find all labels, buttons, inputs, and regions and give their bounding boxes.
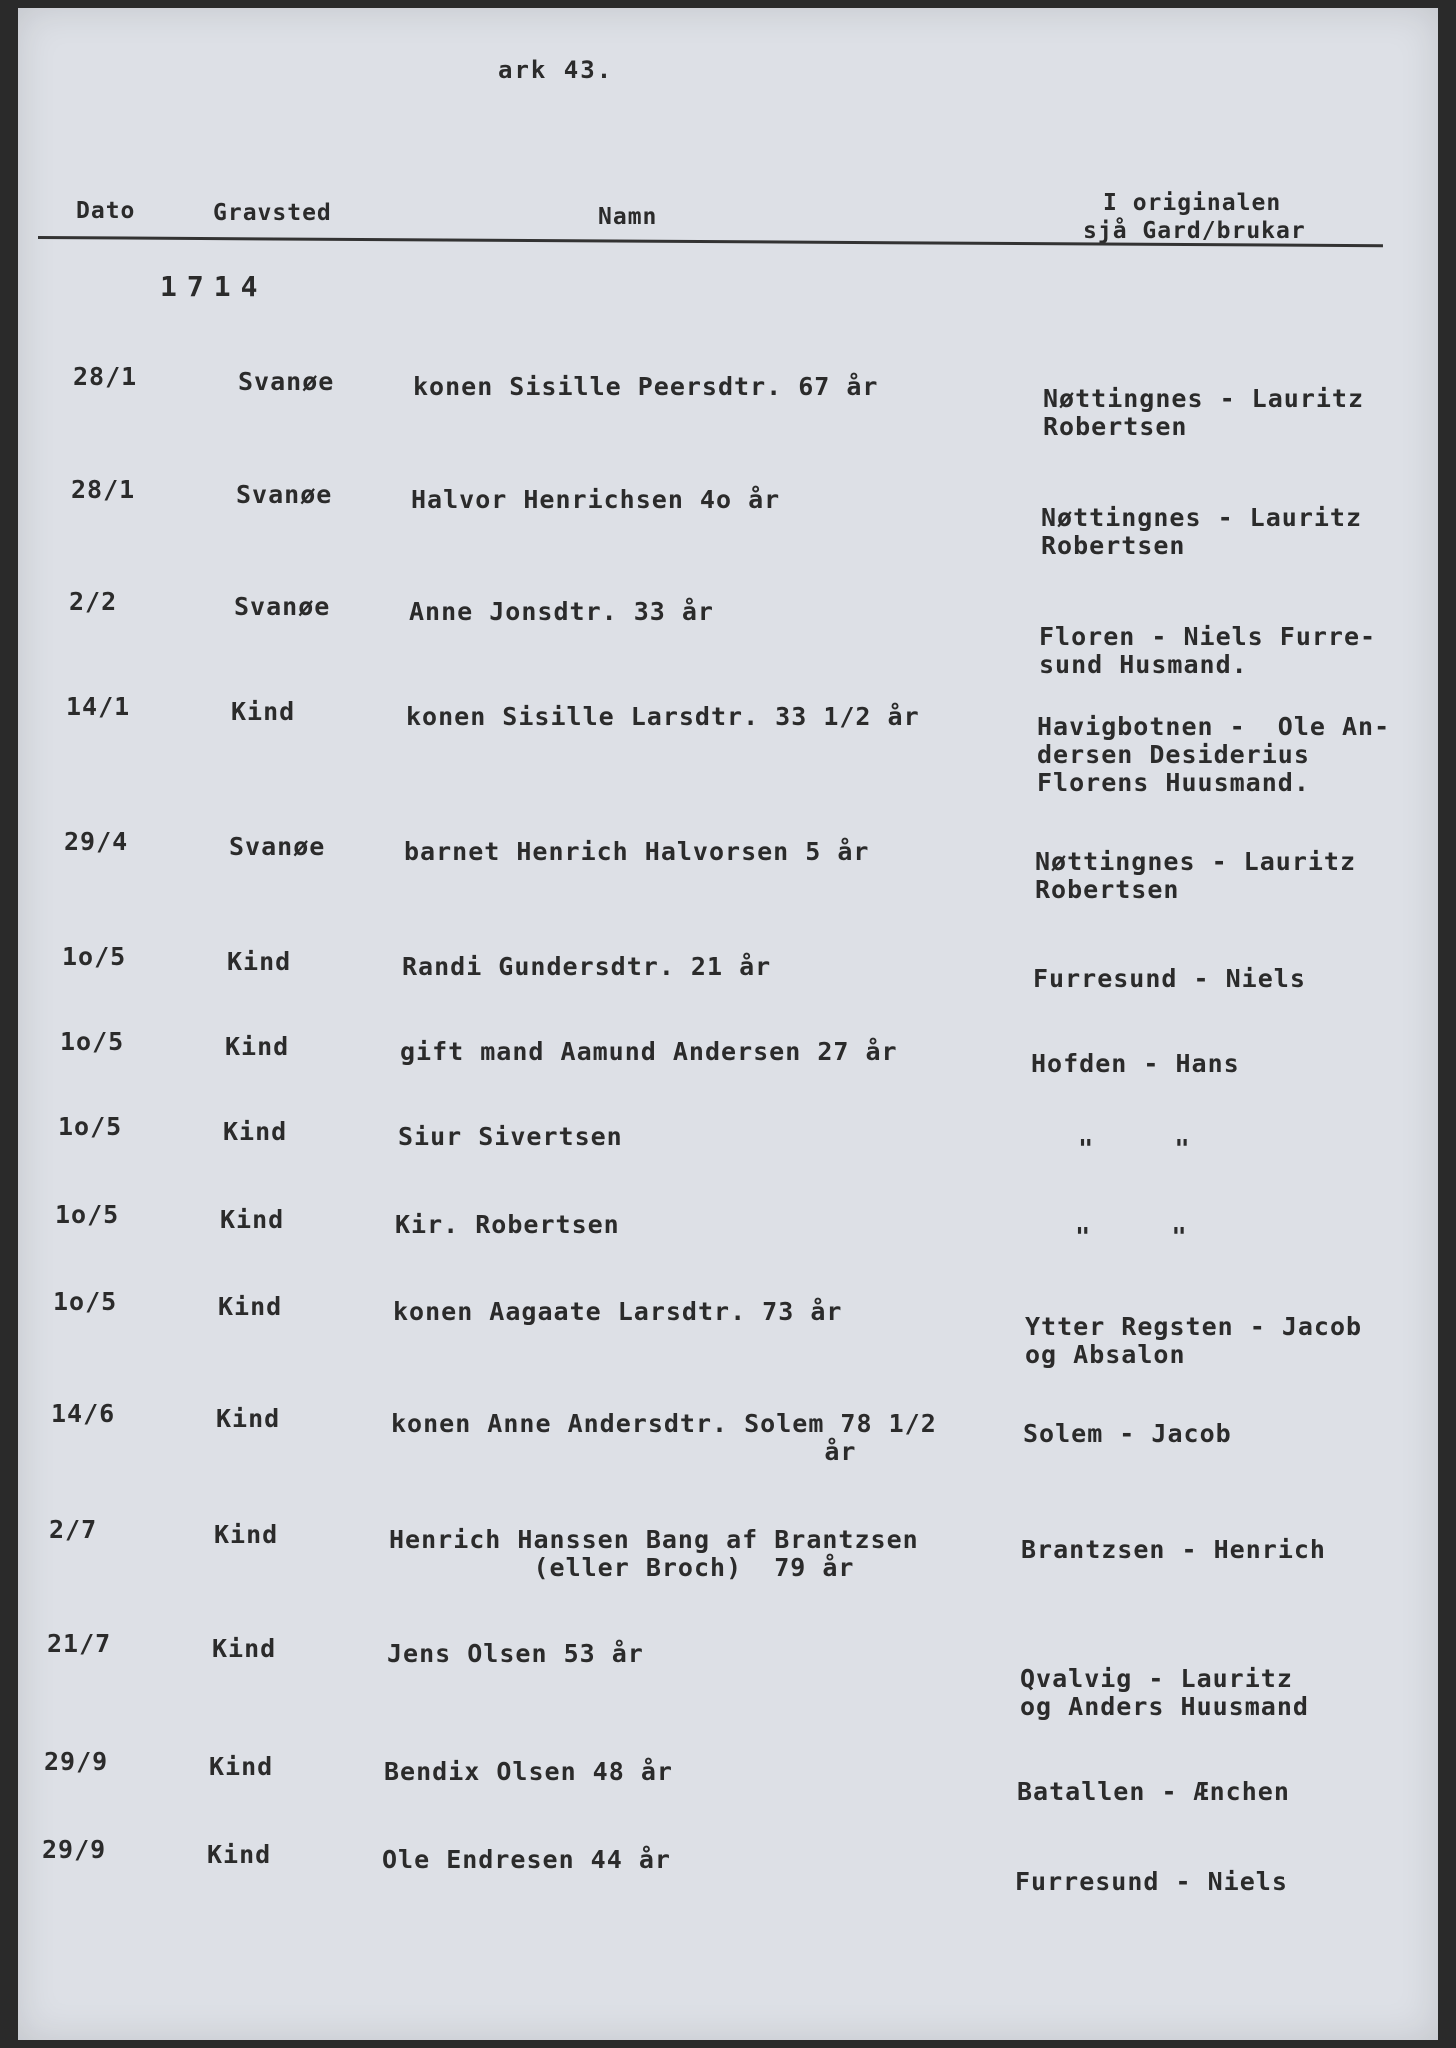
entry-date: 2/7: [49, 1515, 98, 1544]
entry-name: [413, 373, 879, 401]
entry-original: [1033, 965, 1306, 993]
entry-date: 1o/5: [62, 942, 127, 971]
entry-original: [1039, 623, 1376, 679]
entry-name-line2: (eller Broch) 79 år: [389, 1553, 855, 1582]
entry-name: [400, 1038, 898, 1066]
entry-name-line1: konen Anne Andersdtr. Solem 78 1/2: [391, 1409, 937, 1438]
header-name: Namn: [598, 204, 658, 230]
entry-original-line1: " ": [1030, 1134, 1191, 1163]
entry-date: 14/1: [66, 692, 131, 721]
entry-original-line2: Robertsen: [1041, 531, 1186, 560]
year-heading: 1714: [160, 270, 268, 303]
entry-original: [1015, 1868, 1288, 1896]
entry-name: [387, 1640, 644, 1668]
entry-date: 1o/5: [53, 1287, 118, 1316]
entry-grave: Svanøe: [234, 592, 331, 621]
entry-original: [1035, 848, 1356, 904]
entry-original-line2: Robertsen: [1035, 875, 1180, 904]
header-date: Dato: [76, 198, 136, 224]
entry-original: [1023, 1420, 1232, 1448]
entry-original: [1025, 1313, 1362, 1369]
entry-original: [1041, 504, 1362, 560]
entry-grave: Svanøe: [238, 367, 335, 396]
entry-name: [402, 953, 771, 981]
entry-name: [398, 1123, 623, 1151]
entry-original-line1: Brantzsen - Henrich: [1021, 1535, 1326, 1564]
entry-date: 28/1: [71, 475, 136, 504]
entry-original-line1: Qvalvig - Lauritz: [1020, 1664, 1293, 1693]
entry-original-line2: Robertsen: [1043, 412, 1188, 441]
entry-original: [1021, 1536, 1326, 1564]
entry-name-line1: barnet Henrich Halvorsen 5 år: [404, 837, 870, 866]
entry-name-line1: Bendix Olsen 48 år: [384, 1757, 673, 1786]
entry-grave: Kind: [214, 1520, 279, 1549]
entry-original: [1043, 385, 1364, 441]
entry-original: [1037, 713, 1390, 797]
entry-name: [382, 1846, 671, 1874]
entry-name-line1: Jens Olsen 53 år: [387, 1639, 644, 1668]
entry-name-line1: Siur Sivertsen: [398, 1122, 623, 1151]
entry-name: [391, 1410, 937, 1466]
entry-date: 29/9: [42, 1835, 107, 1864]
entry-name: [389, 1526, 919, 1582]
entry-grave: Kind: [225, 1032, 290, 1061]
header-original-line1: I originalen: [1103, 190, 1282, 216]
entry-name-line1: Ole Endresen 44 år: [382, 1845, 671, 1874]
entry-name-line1: Anne Jonsdtr. 33 år: [409, 597, 714, 626]
entry-grave: Kind: [216, 1404, 281, 1433]
header-grave: Gravsted: [213, 200, 332, 226]
entry-grave: Kind: [220, 1205, 285, 1234]
entry-date: 28/1: [73, 362, 138, 391]
entry-name-line1: Kir. Robertsen: [395, 1210, 620, 1239]
entry-name-line1: gift mand Aamund Andersen 27 år: [400, 1037, 898, 1066]
entry-original: [1020, 1665, 1309, 1721]
entry-name: [404, 838, 870, 866]
entry-grave: Kind: [209, 1752, 274, 1781]
entry-original-line1: " ": [1027, 1222, 1188, 1251]
entry-name-line1: konen Aagaate Larsdtr. 73 år: [393, 1297, 843, 1326]
entry-name-line1: konen Sisille Peersdtr. 67 år: [413, 372, 879, 401]
entry-original-line1: Batallen - Ænchen: [1017, 1777, 1290, 1806]
entry-original-line1: Nøttingnes - Lauritz: [1041, 503, 1363, 532]
entry-original-line1: Solem - Jacob: [1023, 1419, 1232, 1448]
entry-grave: Kind: [227, 947, 292, 976]
entry-original: [1027, 1223, 1188, 1251]
entry-grave: Kind: [218, 1292, 283, 1321]
entry-original-line1: Furresund - Niels: [1033, 964, 1306, 993]
entry-name: [406, 703, 920, 731]
entry-original-line1: Havigbotnen - Ole An-: [1037, 712, 1391, 741]
entry-original-line2: dersen Desiderius: [1037, 740, 1310, 769]
entry-original-line1: Hofden - Hans: [1031, 1049, 1240, 1078]
entry-grave: Svanøe: [236, 480, 333, 509]
entry-original-line1: Floren - Niels Furre-: [1039, 622, 1377, 651]
entry-grave: Svanøe: [229, 832, 326, 861]
entry-date: 1o/5: [55, 1200, 120, 1229]
entry-name: [409, 598, 714, 626]
entry-original-line1: Ytter Regsten - Jacob: [1025, 1312, 1363, 1341]
entry-name-line1: Henrich Hanssen Bang af Brantzsen: [389, 1525, 919, 1554]
entry-name: [384, 1758, 673, 1786]
entry-original: [1031, 1050, 1240, 1078]
header-original-line2: sjå Gard/brukar: [1083, 218, 1306, 244]
entry-name-line1: Randi Gundersdtr. 21 år: [402, 952, 772, 981]
entry-original-line2: og Absalon: [1025, 1340, 1186, 1369]
entry-date: 1o/5: [58, 1112, 123, 1141]
entry-name-line1: Halvor Henrichsen 4o år: [411, 485, 781, 514]
entry-grave: Kind: [223, 1117, 288, 1146]
document-page: [18, 8, 1438, 2040]
entry-original-line1: Nøttingnes - Lauritz: [1035, 847, 1357, 876]
entry-date: 29/4: [64, 827, 129, 856]
entry-name: [393, 1298, 842, 1326]
entry-date: 2/2: [69, 587, 118, 616]
entry-original-line1: Furresund - Niels: [1015, 1867, 1288, 1896]
entry-date: 1o/5: [60, 1027, 125, 1056]
entry-name-line1: konen Sisille Larsdtr. 33 1/2 år: [406, 702, 920, 731]
entry-name-line2: år: [391, 1437, 857, 1466]
entry-name: [411, 486, 780, 514]
entry-date: 14/6: [51, 1399, 116, 1428]
entry-grave: Kind: [231, 697, 296, 726]
entry-grave: Kind: [212, 1634, 277, 1663]
entry-original-line2: sund Husmand.: [1039, 650, 1248, 679]
entry-original-line1: Nøttingnes - Lauritz: [1043, 384, 1365, 413]
entry-original-line3: Florens Huusmand.: [1037, 768, 1310, 797]
entry-original: [1030, 1135, 1191, 1163]
sheet-label: ark 43.: [498, 56, 614, 84]
entry-date: 29/9: [44, 1747, 109, 1776]
entry-original-line2: og Anders Huusmand: [1020, 1692, 1309, 1721]
entry-original: [1017, 1778, 1290, 1806]
entry-grave: Kind: [207, 1840, 272, 1869]
entry-name: [395, 1211, 620, 1239]
entry-date: 21/7: [47, 1629, 112, 1658]
